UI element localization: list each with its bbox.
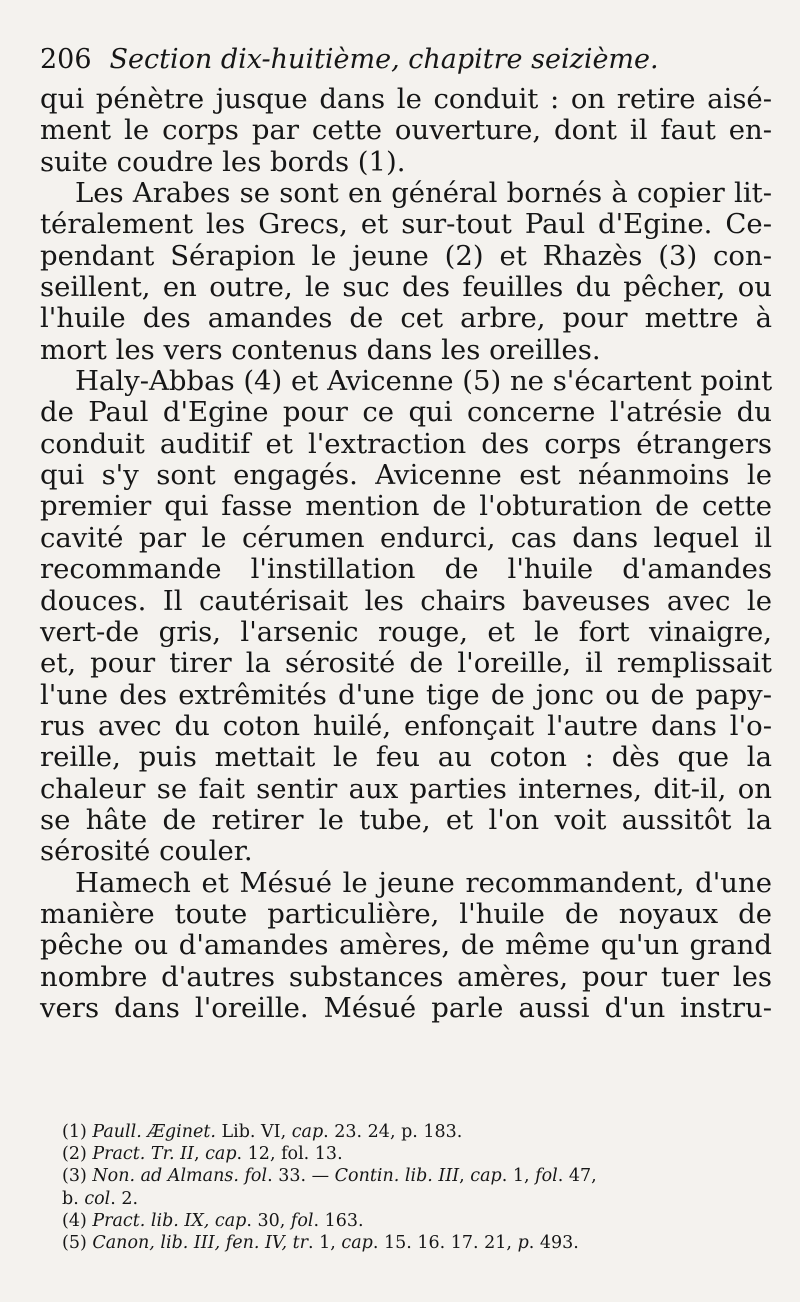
footnote-text: Lib. VI, [215,1122,292,1142]
footnote-text: . 2. [110,1188,139,1209]
footnote [62,1188,752,1210]
text-line: nombre d'autres substances amères, pour tuer les [40,960,772,993]
footnote-number: (4) [62,1210,93,1231]
text-line: l'une des extrêmités d'une tige de jonc ou de papy- [40,678,772,711]
footnote-text: . 30, [246,1210,291,1231]
footnotes [62,1121,752,1254]
text-line: conduit auditif et l'extraction des corps étrangers [40,427,772,460]
footnote-text: . 33. — [267,1166,335,1187]
text-line: cavité par le cérumen endurci, cas dans lequel il [40,521,772,554]
text-line: sérosité couler. [40,835,253,868]
text-line: mort les vers contenus dans les oreilles. [40,333,601,366]
text-line: Les Arabes se sont en général bornés à copier lit- [75,177,772,210]
footnote-text: . 47, [557,1166,597,1187]
footnote-text: cap [470,1166,502,1187]
footnote-text: . 1, [308,1232,342,1253]
text-line: reille, puis mettait le feu au coton : dès que la [40,741,772,774]
footnote-number: (1) [62,1122,93,1142]
text-line: ment le corps par cette ouverture, dont il faut en- [40,114,772,147]
text-line: suite coudre les bords (1). [40,145,406,178]
footnote-text: , [193,1144,206,1165]
text-line: de Paul d'Egine pour ce qui concerne l'atrésie du [40,396,772,429]
text-line: rus avec du coton huilé, enfonçait l'autre dans l'o- [40,709,772,742]
text-line: manière toute particulière, l'huile de noyaux de [40,897,772,930]
text-line: recommande l'instillation de l'huile d'amandes [40,553,772,586]
footnote-number: (3) [62,1166,93,1187]
footnote [62,1121,752,1143]
footnote-text: Pract. lib. IX, cap [92,1210,247,1231]
page-number: 206 [40,44,92,75]
footnote-text: cap [205,1144,237,1165]
footnote-text: col [84,1188,111,1209]
footnote-text: Paull. Æginet. [92,1122,216,1142]
body-text [40,84,772,1024]
footnote-number: (2) [62,1144,93,1165]
book-page [40,40,772,1024]
footnote-text: , [459,1166,471,1187]
text-line: pêche ou d'amandes amères, de même qu'un grand [40,929,772,962]
text-line: l'huile des amandes de cet arbre, pour mettre à [40,302,772,335]
text-line: vers dans l'oreille. Mésué parle aussi d'un instru- [40,991,772,1024]
footnote-text: . 23. 24, p. 183. [323,1122,463,1142]
footnote-text: b. [62,1188,85,1209]
footnote [62,1210,752,1232]
footnote-text: Pract. Tr. II [92,1144,194,1165]
footnote-text: cap [341,1232,373,1253]
running-title: Section dix-huitième, chapitre seizième. [109,44,659,75]
text-line: qui pénètre jusque dans le conduit : on retire aisé- [40,83,772,115]
text-line: seillent, en outre, le suc des feuilles du pêcher, ou [40,271,772,304]
text-line: chaleur se fait sentir aux parties internes, dit-il, on [40,772,772,805]
text-line: pendant Sérapion le jeune (2) et Rhazès (3) con- [40,239,772,272]
footnote-text: fol [290,1210,314,1231]
footnote [62,1232,752,1254]
footnote-text: . 1, [501,1166,536,1187]
footnote-text: Contin. lib. III [334,1166,460,1187]
footnote [62,1143,752,1165]
footnote [62,1165,752,1187]
text-line: Hamech et Mésué le jeune recommandent, d'une [75,866,772,899]
text-line: premier qui fasse mention de l'obturation de cette [40,490,772,523]
text-line: vert-de gris, l'arsenic rouge, et le fort vinaigre, [40,615,772,648]
text-line: téralement les Grecs, et sur-tout Paul d'Egine. Ce- [40,208,772,241]
footnote-text: Non. ad Almans. fol [92,1166,268,1187]
footnote-text: . 12, fol. 13. [236,1144,343,1165]
text-line: se hâte de retirer le tube, et l'on voit aussitôt la [40,803,772,836]
footnote-text: . 15. 16. 17. 21, [372,1232,518,1253]
footnote-text: fol [535,1166,558,1187]
text-line: et, pour tirer la sérosité de l'oreille, il remplissait [40,647,772,680]
running-header [40,40,772,84]
footnote-number: (5) [62,1232,93,1253]
footnote-text: Canon, lib. III, fen. IV, tr [92,1232,309,1253]
footnote-text: . 493. [528,1232,579,1253]
footnote-text: p [517,1232,529,1253]
footnote-text: cap [291,1122,324,1142]
text-line: qui s'y sont engagés. Avicenne est néanmoins le [40,459,772,492]
footnote-text: . 163. [313,1210,364,1231]
text-line: Haly-Abbas (4) et Avicenne (5) ne s'écartent point [75,365,773,398]
text-line: douces. Il cautérisait les chairs baveuses avec le [40,584,772,617]
